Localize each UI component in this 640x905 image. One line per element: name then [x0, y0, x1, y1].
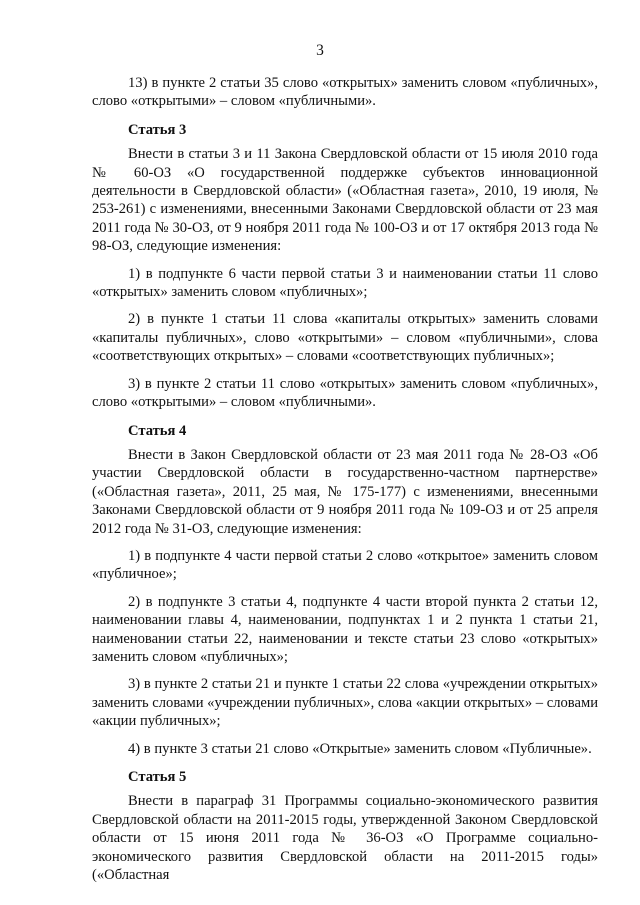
list-item: 2) в пункте 1 статьи 11 слова «капиталы открытых» заменить словами «капиталы публичных», слово «открытыми» – словом «публичными», слова «соответствующих открытых» – словами «соответствующих публичных»;	[92, 311, 598, 365]
list-item: 1) в подпункте 6 части первой статьи 3 и наименовании статьи 11 слово «открытых» заменить словом «публичных»;	[92, 265, 598, 301]
list-item: 3) в пункте 2 статьи 21 и пункте 1 статьи 22 слова «учреждении открытых» заменить словами «учреждении публичных», слова «акции открытых» – словами «акции публичных»;	[92, 676, 599, 730]
article-heading: Статья 3	[128, 121, 187, 138]
page-number: 3	[316, 42, 324, 59]
list-item: 2) в подпункте 3 статьи 4, подпункте 4 части второй пункта 2 статьи 12, наименовании главы 4, наименовании, подпунктах 1 и 2 пункта 1 статьи 21, наименовании статьи 22, наименовании и тексте статьи 23 слово «открытых» заменить словом «публичных»;	[92, 593, 598, 665]
article-heading: Статья 4	[128, 422, 187, 439]
paragraph: 13) в пункте 2 статьи 35 слово «открытых» заменить словом «публичных», слово «открытыми» – словом «публичными».	[92, 75, 598, 110]
list-item: 3) в пункте 2 статьи 11 слово «открытых» заменить словом «публичных», слово «открытыми» – словом «публичными».	[92, 375, 598, 411]
paragraph: Внести в Закон Свердловской области от 23 мая 2011 года № 28-ОЗ «Об участии Свердловской области в государственно-частном партнерстве» («Областная газета», 2011, 25 мая, № 175-177) с изменениями, внесенными Законами Свердловской области от 9 ноября 2011 года № 109-ОЗ и от 25 апреля 2012 года № 31-ОЗ, следующие изменения:	[92, 446, 598, 537]
article-heading: Статья 5	[128, 769, 187, 785]
paragraph: Внести в параграф 31 Программы социально-экономического развития Свердловской области на 2011-2015 годы, утвержденной Законом Свердловской области от 15 июня 2011 года № 36-ОЗ «О Программе социально-экономического развития Свердловской области на 2011-2015 годы» («Областная	[92, 793, 598, 884]
paragraph: Внести в статьи 3 и 11 Закона Свердловской области от 15 июля 2010 года № 60-ОЗ «О государственной поддержке субъектов инновационной деятельности в Свердловской области» («Областная газета», 2010, 19 июля, № 253-261) с изменениями, внесенными Законами Свердловской области от 23 мая 2011 года № 30-ОЗ, от 9 ноября 2011 года № 100-ОЗ и от 17 октября 2013 года № 98-ОЗ, следующие изменения:	[92, 146, 598, 255]
list-item: 1) в подпункте 4 части первой статьи 2 слово «открытое» заменить словом «публичное»;	[92, 547, 598, 583]
list-item: 4) в пункте 3 статьи 21 слово «Открытые» заменить словом «Публичные».	[128, 740, 592, 757]
document-body	[92, 74, 598, 884]
